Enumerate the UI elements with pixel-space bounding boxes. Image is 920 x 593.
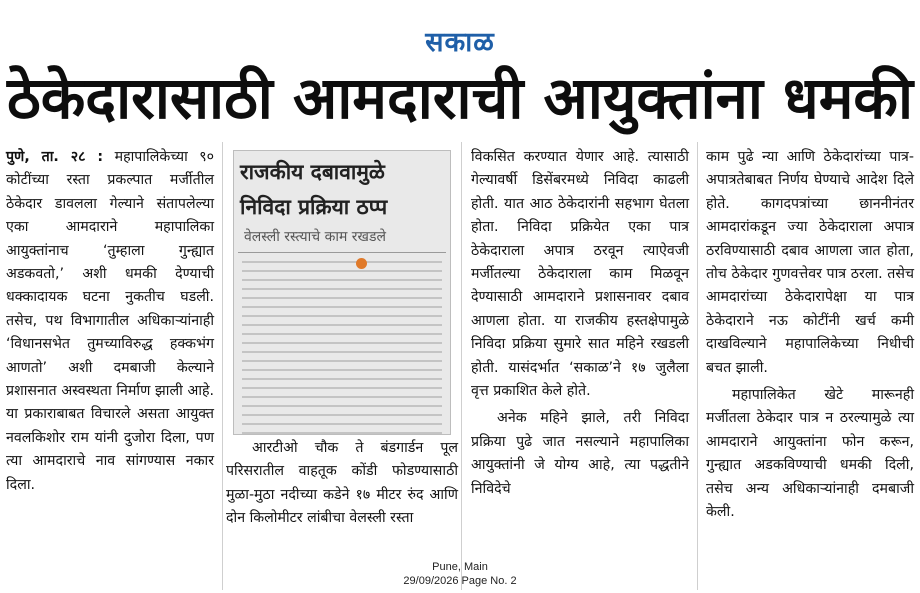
clipping-body-text	[242, 261, 442, 435]
clipping-subtitle: वेलस्ली रस्त्याचे काम रखडले	[238, 221, 446, 253]
clipping-image	[233, 150, 451, 435]
edition-label: Pune, Main	[432, 561, 488, 573]
column-3-paragraph-1: विकसित करण्यात येणार आहे. त्यासाठी गेल्यावर्षी डिसेंबरमध्ये निविदा काढली होती. यात आठ ठेकेदारांनी सहभाग घेतला होता. निविदा प्रक्रियेत एका पात्र ठेकेदाराला अपात्र ठरवून त्याऐवजी मर्जीतल्या ठेकेदाराला काम मिळवून देण्यासाठी आमदाराने प्रशासनावर दबाव आणला होता. या राजकीय हस्तक्षेपामुळे निविदा प्रक्रिया सुमारे सात महिने रखडली होती. यासंदर्भात ‘सकाळ’ने १७ जुलैला वृत्त प्रकाशित केले होते.	[471, 149, 689, 400]
column-divider	[222, 142, 223, 590]
sakal-bullet-icon	[356, 258, 367, 269]
column-1-text: महापालिकेच्या ९० कोटींच्या रस्ता प्रकल्पात मर्जीतील ठेकेदार डावलला गेल्याने संतापलेल्या एका आमदाराने महापालिका आयुक्तांनाच ‘तुम्हाला गुन्ह्यात अडकवतो,’ अशी धमकी देण्याची धक्कादायक घटना नुकतीच घडली. तसेच, पथ विभागातील अधिकाऱ्यांनाही ‘विधानसभेत तुमच्याविरुद्ध हक्कभंग आणतो’ अशी दमबाजी केल्याने प्रशासनात अस्वस्थता निर्माण झाली आहे. या प्रकाराबाबत विचारले असता आयुक्त नवलकिशोर राम यांनी दुजोरा दिला, पण त्या आमदाराचे नाव सांगण्यास नकार दिला.	[6, 149, 215, 493]
column-divider	[697, 142, 698, 590]
column-4-paragraph-1: काम पुढे न्या आणि ठेकेदारांच्या पात्र-अपात्रतेबाबत निर्णय घेण्याचे आदेश दिले होते. कागदपत्रांच्या छाननीनंतर आमदारांकडून ज्या ठेकेदाराला अपात्र ठरविण्यासाठी दबाव आणला जात होता, तोच ठेकेदार गुणवत्तेवर पात्र ठरला. तसेच आमदारांच्या ठेकेदारापेक्षा या पात्र ठेकेदाराने नऊ कोटींनी खर्च कमी दाखविल्याने महापालिकेच्या निधीची बचत झाली.	[706, 149, 914, 376]
dateline: पुणे, ता. २८ :	[6, 149, 104, 165]
headline: ठेकेदारासाठी आमदाराची आयुक्तांना धमकी	[7, 64, 913, 132]
article-column-4	[706, 146, 914, 525]
column-divider	[461, 142, 462, 590]
column-4-paragraph-2: महापालिकेत खेटे मारूनही मर्जीतला ठेकेदार पात्र न ठरल्यामुळे त्या आमदाराने आयुक्तांना फोन करून, गुन्ह्यात अडकविण्याची धमकी दिली, तसेच अन्य अधिकाऱ्यांनाही दमबाजी केली.	[706, 387, 914, 521]
article-column-3	[471, 146, 689, 501]
article-column-2	[226, 437, 458, 531]
clipping-title-line-2: निविदा प्रक्रिया ठप्प	[240, 195, 388, 219]
page-footer	[0, 560, 920, 588]
column-3-paragraph-2: अनेक महिने झाले, तरी निविदा प्रक्रिया पुढे जात नसल्याने महापालिका आयुक्तांनी जे योग्य आहे, त्या पद्धतीने निविदेचे	[471, 410, 689, 497]
article-column-1	[6, 146, 214, 497]
clipping-title-line-1: राजकीय दबावामुळे	[240, 160, 385, 184]
column-2-text: आरटीओ चौक ते बंडगार्डन पूल परिसरातील वाहतूक कोंडी फोडण्यासाठी मुळा-मुठा नदीच्या कडेने १७ मीटर रुंद आणि दोन किलोमीटर लांबीचा वेलस्ली रस्ता	[226, 440, 458, 527]
newspaper-logo: सकाळ	[425, 27, 495, 58]
date-page-label: 29/09/2026 Page No. 2	[403, 575, 517, 587]
